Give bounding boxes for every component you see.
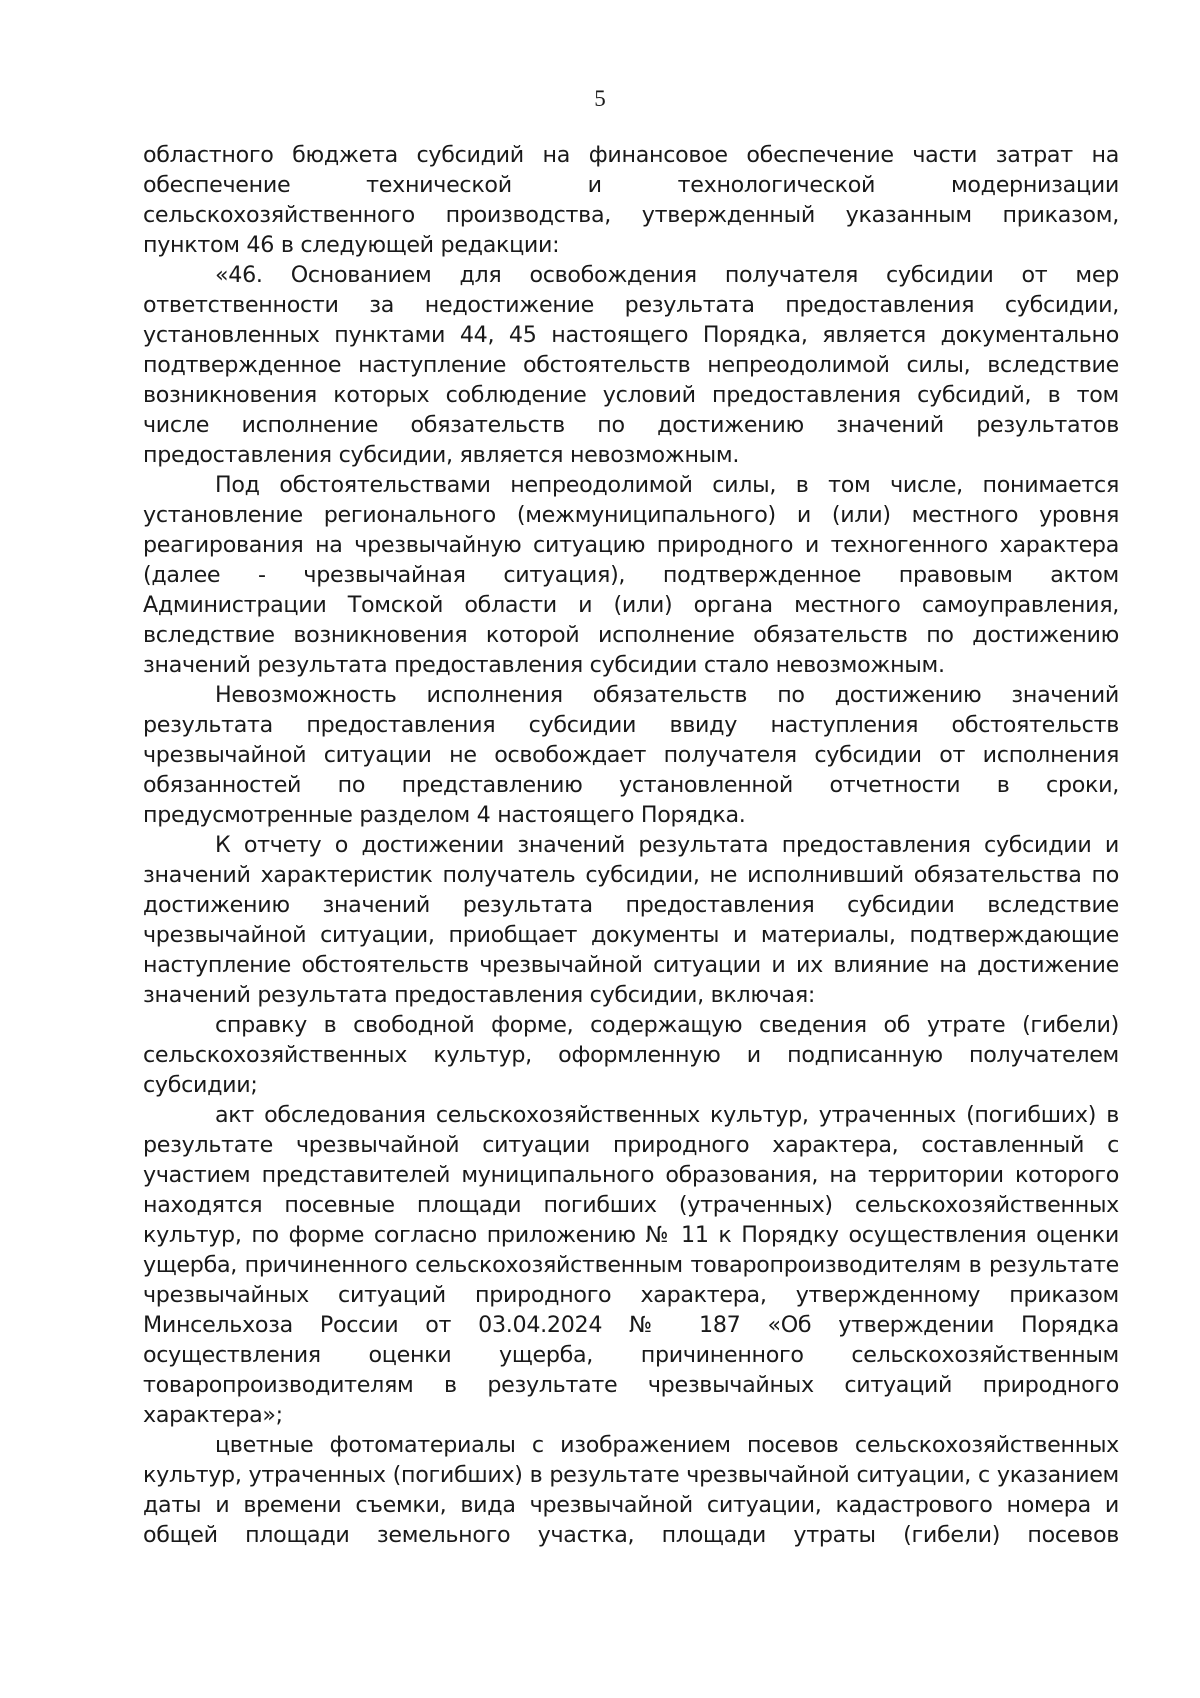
list-item-paragraph-continued: цветные фотоматериалы с изображением посевов сельскохозяйственных культур, утраченных (погибших) в результате чрезвычайной ситуации, с указанием даты и времени съемки, вида чрезвычайной ситуации, кадастрового номера и общей площади земельного участка, площади утраты (гибели) посевов (143, 1432, 1119, 1548)
list-item-paragraph: акт обследования сельскохозяйственных культур, утраченных (погибших) в результате чрезвычайной ситуации природного характера, составленный с участием представителей муниципального образования, на территории которого находятся посевные площади погибших (утраченных) сельскохозяйственных культур, по форме согласно приложению № 11 к Порядку осуществления оценки ущерба, причиненного сельскохозяйственным товаропроизводителям в результате чрезвычайных ситуаций природного характера, утвержденному приказом Минсельхоза России от 03.04.2024 № 187 «Об утверждении Порядка осуществления оценки ущерба, причиненного сельскохозяйственным товаропроизводителям в результате чрезвычайных ситуаций природного характера»; (143, 1102, 1119, 1428)
list-item-paragraph: справку в свободной форме, содержащую сведения об утрате (гибели) сельскохозяйственных культур, оформленную и подписанную получателем субсидии; (143, 1012, 1119, 1098)
paragraph-item-46: «46. Основанием для освобождения получателя субсидии от мер ответственности за недостижение результата предоставления субсидии, установленных пунктами 44, 45 настоящего Порядка, является документально подтвержденное наступление обстоятельств непреодолимой силы, вследствие возникновения которых соблюдение условий предоставления субсидий, в том числе исполнение обязательств по достижению значений результатов предоставления субсидии, является невозможным. (143, 262, 1119, 468)
page-number: 5 (594, 86, 606, 111)
paragraph: Невозможность исполнения обязательств по достижению значений результата предоставления субсидии ввиду наступления обстоятельств чрезвычайной ситуации не освобождает получателя субсидии от исполнения обязанностей по представлению установленной отчетности в сроки, предусмотренные разделом 4 настоящего Порядка. (143, 682, 1119, 828)
document-body (143, 140, 1119, 1550)
paragraph: Под обстоятельствами непреодолимой силы, в том числе, понимается установление регионального (межмуниципального) и (или) местного уровня реагирования на чрезвычайную ситуацию природного и техногенного характера (далее - чрезвычайная ситуация), подтвержденное правовым актом Администрации Томской области и (или) органа местного самоуправления, вследствие возникновения которой исполнение обязательств по достижению значений результата предоставления субсидии стало невозможным. (143, 472, 1119, 678)
paragraph: областного бюджета субсидий на финансовое обеспечение части затрат на обеспечение технической и технологической модернизации сельскохозяйственного производства, утвержденный указанным приказом, пунктом 46 в следующей редакции: (143, 142, 1119, 258)
paragraph: К отчету о достижении значений результата предоставления субсидии и значений характеристик получатель субсидии, не исполнивший обязательства по достижению значений результата предоставления субсидии вследствие чрезвычайной ситуации, приобщает документы и материалы, подтверждающие наступление обстоятельств чрезвычайной ситуации и их влияние на достижение значений результата предоставления субсидии, включая: (143, 832, 1119, 1008)
